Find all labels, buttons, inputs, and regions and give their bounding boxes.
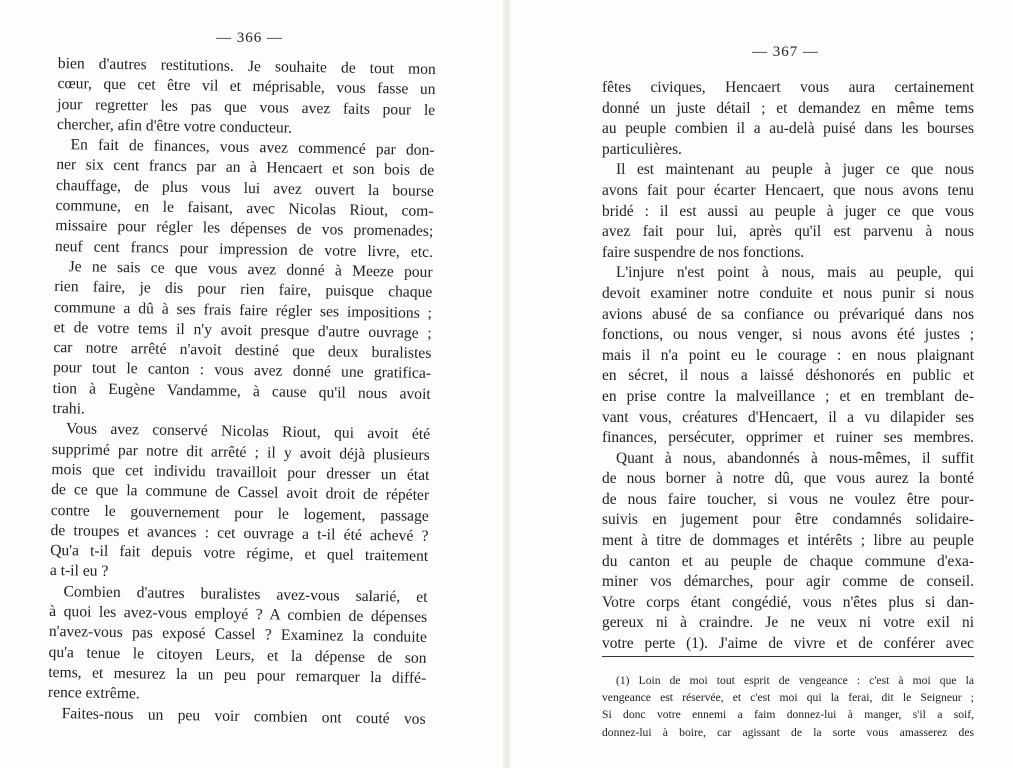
text-line: donné un juste détail ; et demandez en même tems bbox=[602, 99, 974, 117]
text-line: Qu'a t-il fait depuis votre régime, et quel traitement bbox=[50, 542, 429, 566]
text-line: de troupes et avances : cet ouvrage a t-il été achevé ? bbox=[50, 521, 429, 545]
text-line: Faites-nous un peu voir combien ont couté vos bbox=[61, 704, 426, 728]
text-line: n'avez-vous pas exposé Cassel ? Examinez la conduite bbox=[48, 623, 428, 647]
text-line: fonctions, ou nous venger, si nous avons été justes ; bbox=[602, 326, 974, 344]
text-line: Vous avez conservé Nicolas Riout, qui avoit été bbox=[65, 420, 431, 444]
text-line: vant vous, créatures d'Hencaert, il a vu dilapider ses bbox=[602, 408, 974, 426]
text-line: suivis en jugement pour être condamnés solidaire- bbox=[602, 511, 974, 529]
text-line: votre perte (1). J'aime de vivre et de conférer avec bbox=[602, 635, 974, 653]
text-line: faire suspendre de nos fonctions. bbox=[602, 243, 805, 261]
text-line: trahi. bbox=[52, 400, 86, 418]
text-line: bien d'autres restitutions. Je souhaite de tout mon bbox=[57, 54, 436, 78]
text-line: supprimé par notre dit arrêté ; il y avoit déjà plusieurs bbox=[51, 440, 430, 464]
left-page-body bbox=[47, 54, 435, 730]
text-line: miner vos démarches, pour agir comme de conseil. bbox=[602, 573, 974, 591]
text-line: qu'a tenue le citoyen Leurs, et la dépense de son bbox=[48, 643, 427, 667]
text-line: car notre arrêté n'avoit destiné que deux buralistes bbox=[53, 339, 432, 363]
text-line: tems, et mesurez la un peu pour remarquer la diffé- bbox=[48, 663, 427, 687]
text-line: rien faire, je dis pour rien faire, puisque chaque bbox=[54, 278, 433, 302]
text-line: rence extrême. bbox=[47, 684, 140, 703]
text-line: cœur, que cet être vil et méprisable, vous fasse un bbox=[57, 75, 436, 99]
text-line: commune, en le faisant, avec Nicolas Riout, com- bbox=[55, 197, 434, 220]
text-line: commune a dû à ses frais faire régler ses impositions ; bbox=[53, 298, 433, 322]
text-line: mois que cet individu travailloit pour dresser un état bbox=[51, 460, 430, 484]
text-line: fêtes civiques, Hencaert vous aura certainement bbox=[602, 79, 974, 96]
text-line: gereux ni à craindre. Je ne veux ni votre exil ni bbox=[602, 614, 974, 632]
right-page bbox=[512, 0, 1013, 768]
text-line: bridé : il est aussi au peuple à juger ce que vous bbox=[602, 202, 974, 220]
text-line: Il est maintenant au peuple à juger ce que nous bbox=[616, 161, 974, 179]
text-line: pour tout le canton : vous avez donné une gratifica- bbox=[52, 359, 432, 383]
text-line: et de votre tems il n'y avoit presque d'autre ouvrage ; bbox=[53, 318, 432, 342]
text-line: avons fait pour écarter Hencaert, que nous avons tenu bbox=[602, 181, 974, 199]
left-page bbox=[0, 0, 500, 768]
text-line: a t-il eu ? bbox=[49, 562, 109, 581]
text-line: finances, persécuter, opprimer et ruiner ses membres. bbox=[602, 429, 974, 447]
text-line: ner six cent francs par an à Hencaert et son bois de bbox=[56, 156, 435, 180]
footnote-divider bbox=[602, 656, 974, 657]
book-gutter bbox=[503, 0, 511, 768]
footnote-line: donnez-lui à boire, car agissant de la sorte vous amasserez des bbox=[602, 725, 974, 739]
right-page-number: — 367 — bbox=[752, 44, 819, 60]
text-line: mais il n'a point eu le courage : en nous plaignant bbox=[602, 346, 974, 364]
footnote-line: vengeance est réservée, et c'est moi qui la ferai, dit le Seigneur ; bbox=[602, 691, 974, 705]
text-line: missaire pour régler les dépenses de vos promenades; bbox=[55, 217, 434, 241]
text-line: devoit examiner notre conduite et nous punir si nous bbox=[602, 284, 974, 302]
text-line: avions abusé de sa confiance ou prévariqué dans nos bbox=[602, 305, 974, 323]
text-line: neuf cent francs pour impression de votre livre, etc. bbox=[54, 237, 434, 261]
text-line: Votre corps étant congédié, vous n'êtes plus si dan- bbox=[602, 593, 974, 611]
right-page-body bbox=[602, 78, 974, 655]
footnote bbox=[602, 672, 974, 741]
text-line: au peuple combien il a au-delà puisé dans les bourses bbox=[602, 120, 974, 138]
footnote-line: Si donc votre ennemi a faim donnez-lui à manger, s'il a soif, bbox=[602, 708, 974, 722]
text-line: chercher, afin d'être votre conducteur. bbox=[56, 115, 293, 137]
text-line: de nous faire toucher, si vous ne voulez être pour- bbox=[602, 490, 974, 508]
text-line: en sécret, il nous a laissé déshonorés en public et bbox=[602, 367, 974, 385]
text-line: Combien d'autres buralistes avez-vous salarié, et bbox=[63, 582, 428, 606]
text-line: Quant à nous, abandonnés à nous-mêmes, il suffit bbox=[616, 449, 974, 467]
text-line: ment à titre de dommages et intérêts ; libre au peuple bbox=[602, 532, 974, 550]
text-line: chauffage, de plus vous lui avez ouvert la bourse bbox=[55, 176, 435, 200]
text-line: en prise contre la malveillance ; et en tremblant de- bbox=[602, 387, 974, 405]
text-line: contre le gouvernement pour le logement, passage bbox=[50, 501, 429, 525]
text-line: du canton et au peuple de chaque commune d'exa- bbox=[602, 552, 974, 570]
text-line: à quoi les avez-vous employé ? A combien de dépenses bbox=[49, 602, 428, 626]
text-line: tion à Eugène Vandamme, à cause qu'il nous avoit bbox=[52, 379, 431, 403]
left-page-number: — 366 — bbox=[216, 30, 283, 46]
text-line: Je ne sais ce que vous avez donné à Meeze pour bbox=[68, 258, 433, 281]
footnote-line: (1) Loin de moi tout esprit de vengeance : c'est à moi que la bbox=[616, 674, 974, 687]
text-line: particulières. bbox=[602, 140, 682, 158]
text-line: de ce que la commune de Cassel avoit droit de répéter bbox=[51, 481, 430, 505]
text-line: de nous borner à notre dû, que vous aurez la bonté bbox=[602, 470, 974, 488]
text-line: En fait de finances, vous avez commencé par don- bbox=[70, 136, 435, 160]
text-line: avez fait pour lui, après qu'il est parvenu à nous bbox=[602, 223, 974, 241]
text-line: jour regretter les pas que vous avez faits pour le bbox=[57, 95, 436, 119]
text-line: L'injure n'est point à nous, mais au peuple, qui bbox=[616, 264, 974, 282]
